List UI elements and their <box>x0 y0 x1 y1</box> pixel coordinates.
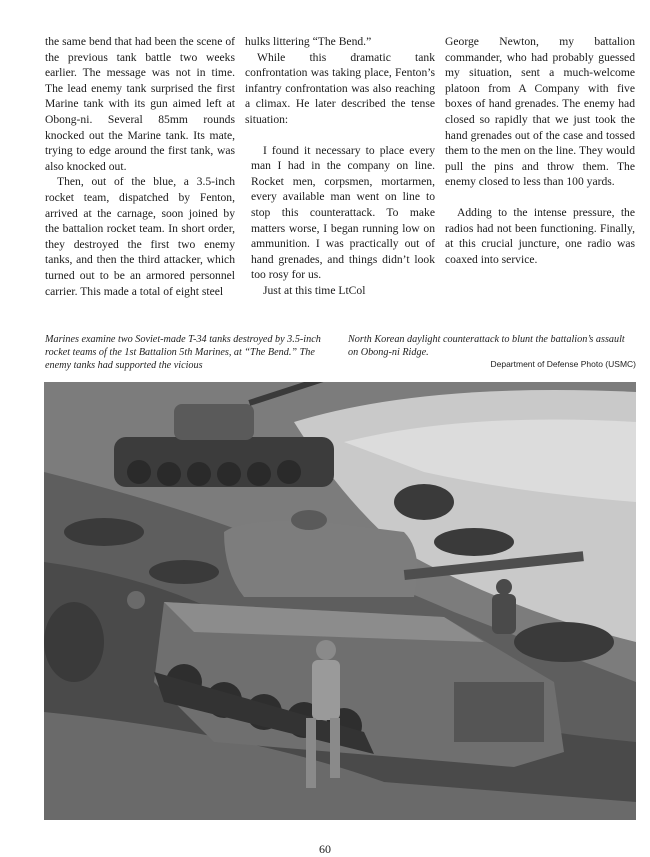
text-column-1 <box>45 34 235 299</box>
photo-illustration <box>44 382 636 820</box>
paragraph: Just at this time LtCol <box>263 283 366 297</box>
photo-caption-left: Marines examine two Soviet-made T-34 tanks destroyed by 3.5-inch rocket teams of the 1st Battalion 5th Marines, at “The Bend.” The enemy tanks had supported the vicious <box>45 334 321 371</box>
paragraph: hulks littering “The Bend.” <box>245 35 372 48</box>
paragraph: George Newton, my battalion commander, who had probably guessed my situation, sent a much-welcome platoon from A Company with five boxes of hand grenades. The enemy had closed so rapidly that we just took the hand grenades out of the case and tossed them to the men on the line. They would pull the pins and throw them. The enemy closed to less than 100 yards. <box>445 35 635 189</box>
paragraph: While this dramatic tank confrontation was taking place, Fenton’s infantry confrontation was also reaching a climax. He later described the tense situation: <box>245 50 435 126</box>
text-column-3 <box>445 34 635 267</box>
block-quote: I found it necessary to place every man I had in the company on line. Rocket men, corpsmen, mortarmen, every available man went on line to stop this counterattack. To make matters worse, I began running low on ammunition. I was practically out of hand grenades, and things didn’t look too rosy for us. <box>251 143 435 282</box>
paragraph: the same bend that had been the scene of the previous tank battle two weeks earlier. The message was not in time. The lead enemy tank surprised the first Marine tank with its gun aimed left at Obong-ni. Several 85mm rounds knocked out the Marine tank. Its mate, trying to edge around the first tank, was also knocked out. <box>45 35 235 173</box>
page-number: 60 <box>319 842 331 856</box>
photo-caption-right: North Korean daylight counterattack to blunt the battalion’s assault on Obong-ni Ridge. <box>348 334 625 358</box>
tank-photograph <box>44 382 636 820</box>
text-column-2 <box>245 34 435 299</box>
photo-credit: Department of Defense Photo (USMC) <box>490 359 636 369</box>
paragraph: Then, out of the blue, a 3.5-inch rocket team, dispatched by Fenton, arrived at the carnage, soon joined by the battalion rocket team. In short order, they destroyed the first two enemy tanks, and then the third attacker, which turned out to be an armored personnel carrier. This made a total of eight steel <box>45 175 235 298</box>
paragraph: Adding to the intense pressure, the radios had not been functioning. Finally, at this crucial juncture, one radio was coaxed into service. <box>445 205 635 266</box>
